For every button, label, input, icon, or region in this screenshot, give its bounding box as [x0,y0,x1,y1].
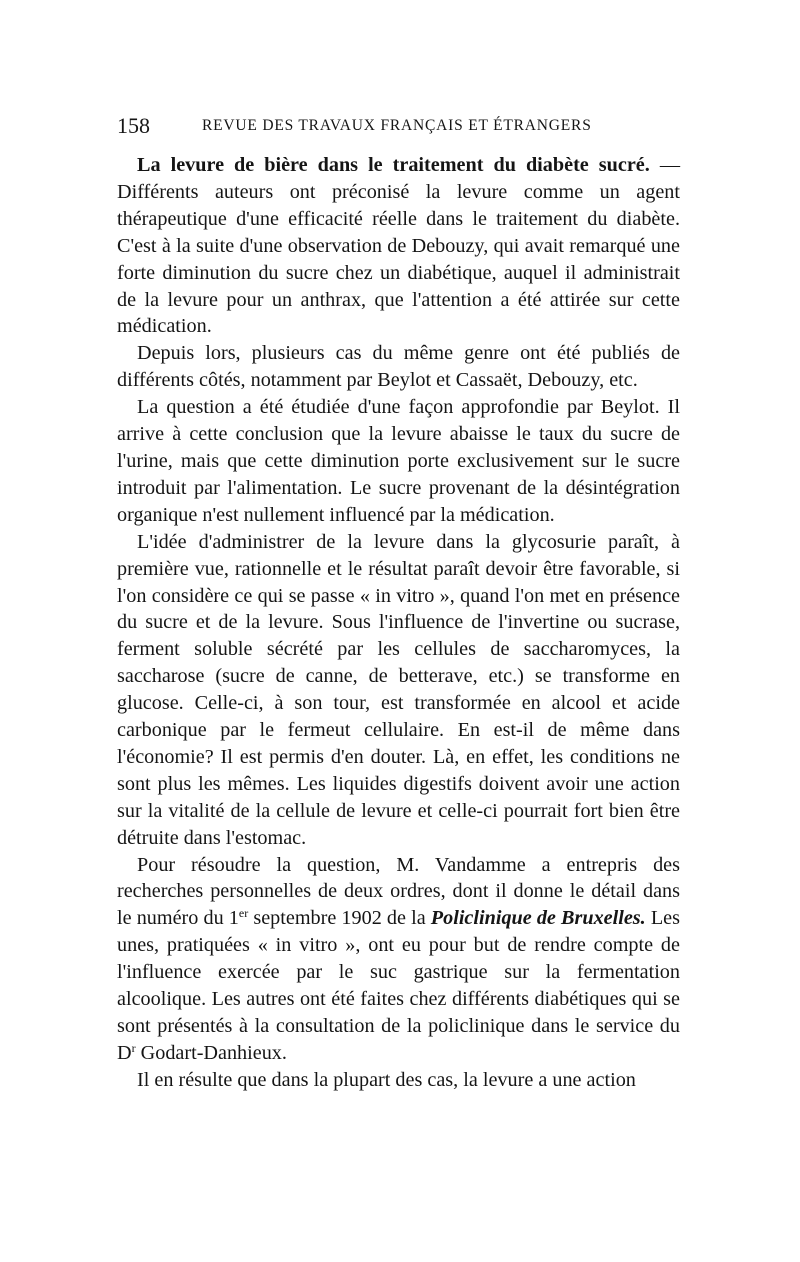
journal-name: Policlinique de Bruxelles. [430,907,646,930]
paragraph-1 [117,152,680,340]
article-body [117,152,680,1094]
page-number: 158 [117,113,150,138]
paragraph-5-part-c: Les unes, pratiquées « in vitro », ont eu pour but de rendre compte de l'influence exercée par le suc gastrique sur la fermentation alcoolique. Les autres ont été faites chez différents diabétiques qui se sont présentés à la consultation de la policlinique dans le service du D [117,907,680,1064]
title-dash: — [649,154,681,176]
paragraph-5-part-b: septembre 1902 de la [248,907,431,930]
paragraph-5-part-a: Pour résoudre la question, M. Vandamme a entrepris des recherches personnelles de deux ordres, dont il donne le détail dans le numéro du 1 [117,853,680,930]
running-title: REVUE DES TRAVAUX FRANÇAIS ET ÉTRANGERS [202,117,592,134]
running-header [117,112,680,140]
ordinal-superscript: er [238,906,249,921]
paragraph-6: Il en résulte que dans la plupart des cas, la levure a une action [137,1068,636,1091]
paragraph-4: L'idée d'administrer de la levure dans la glycosurie paraît, à première vue, rationnelle et le résultat paraît devoir être favorable, si l'on considère ce qui se passe « in vitro », quand l'on met en présence du sucre et de la levure. Sous l'influence de l'invertine ou sucrase, ferment soluble sécrété par les cellules de saccharomyces, la saccharose (sucre de canne, de betterave, etc.) se transforme en glucose. Celle-ci, à son tour, est transformée en alcool et acide carbonique par le fermeut cellulaire. En est-il de même dans l'économie? Il est permis d'en douter. Là, en effet, les conditions ne sont plus les mêmes. Les liquides digestifs doivent avoir une action sur la vitalité de la cellule de levure et celle-ci pourrait fort bien être détruite dans l'estomac. [117,530,680,849]
paragraph-5-part-d: Godart-Danhieux. [135,1041,287,1064]
doctor-superscript: r [131,1040,136,1055]
paragraph-3: La question a été étudiée d'une façon approfondie par Beylot. Il arrive à cette conclusion que la levure abaisse le taux du sucre de l'urine, mais que cette diminution porte exclusivement sur le sucre introduit par l'alimentation. Le sucre provenant de la désintégration organique n'est nullement influencé par la médication. [117,396,680,526]
paragraph-2: Depuis lors, plusieurs cas du même genre ont été publiés de différents côtés, notamment par Beylot et Cassaët, Debouzy, etc. [117,342,680,392]
book-page [117,112,680,1094]
article-title: La levure de bière dans le traitement du diabète sucré. [137,154,650,176]
paragraph-5 [117,852,680,1067]
paragraph-1-text: Différents auteurs ont préconisé la levure comme un agent thérapeutique d'une efficacité réelle dans le traitement du diabète. C'est à la suite d'une observation de Debouzy, qui avait remarqué une forte diminution du sucre chez un diabétique, auquel il administrait de la levure pour un anthrax, que l'attention a été attirée sur cette médication. [117,180,680,338]
